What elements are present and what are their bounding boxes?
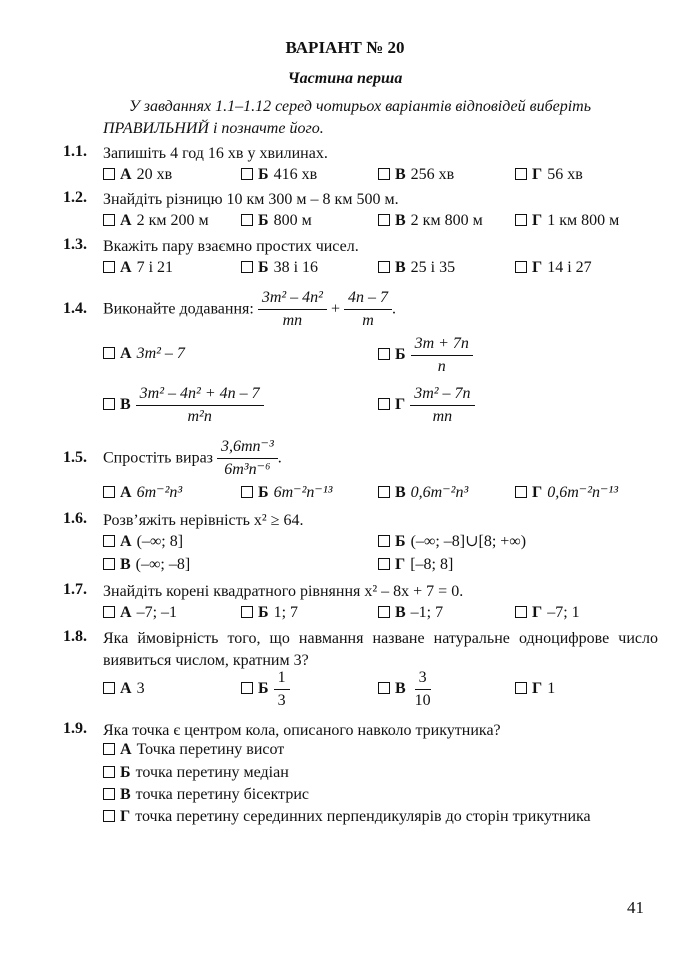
option-d[interactable]: Г [–8; 8] <box>378 555 453 575</box>
question-number: 1.4. <box>63 300 87 317</box>
question-text-row: Спростіть вираз $\frac{\text{3,6mn⁻³}}{\text{6m³n⁻⁶}}$ . <box>103 438 282 478</box>
option-b[interactable]: Б 38 і 16 <box>241 258 318 278</box>
question-1-4 <box>63 288 663 438</box>
option-a[interactable]: А 3m² – 7 <box>103 344 185 364</box>
option-b[interactable]: Б точка перетину медіан <box>103 763 289 783</box>
question-number: 1.2. <box>63 189 87 206</box>
option-a[interactable]: А 7 і 21 <box>103 258 173 278</box>
option-c[interactable]: В $\frac{3}{10}$ <box>378 668 435 711</box>
checkbox[interactable] <box>378 168 390 180</box>
checkbox[interactable] <box>241 168 253 180</box>
question-text: Виконайте додавання: <box>103 300 254 318</box>
option-a[interactable]: А 2 км 200 м <box>103 211 209 231</box>
checkbox[interactable] <box>515 214 527 226</box>
checkbox[interactable] <box>378 606 390 618</box>
option-a[interactable]: А (–∞; 8] <box>103 532 183 552</box>
checkbox[interactable] <box>103 682 115 694</box>
option-d[interactable]: Г точка перетину серединних перпендикулярів до сторін трикутника <box>103 807 591 827</box>
checkbox[interactable] <box>103 788 115 800</box>
question-number: 1.5. <box>63 449 87 466</box>
fraction: $\frac{\text{3m² – 4n² + 4n – 7}}{\text{m²n}}$ <box>136 384 264 427</box>
fraction: $\frac{3}{10}$ <box>414 669 431 709</box>
question-text: Яка ймовірність того, що навмання назване натуральне одноцифрове число виявиться числом, кратним 3? <box>103 630 658 669</box>
option-d[interactable]: Г 1 <box>515 679 555 699</box>
checkbox[interactable] <box>103 214 115 226</box>
question-1-8 <box>63 628 663 718</box>
checkbox[interactable] <box>515 606 527 618</box>
fraction: $\frac{\text{3,6mn⁻³}}{\text{6m³n⁻⁶}}$ <box>217 437 278 480</box>
option-d[interactable]: Г $\frac{\text{3m² – 7n}}{mn}$ <box>378 384 475 427</box>
question-text: Спростіть вираз <box>103 449 213 467</box>
option-b[interactable]: Б $\frac{1}{3}$ <box>241 668 290 711</box>
fraction: $\frac{3m + 7n}{n}$ <box>411 334 473 377</box>
fraction: $\frac{\text{3m² – 7n}}{mn}$ <box>410 384 474 427</box>
fraction: $\frac{1}{3}$ <box>274 668 290 711</box>
checkbox[interactable] <box>103 535 115 547</box>
question-number: 1.1. <box>63 143 87 160</box>
option-b[interactable]: Б 800 м <box>241 211 312 231</box>
question-1-5 <box>63 437 663 507</box>
option-d[interactable]: Г 14 і 27 <box>515 258 592 278</box>
page-number: 41 <box>627 898 644 917</box>
fraction: $\frac{4n - 7}{m}$ <box>344 288 392 331</box>
option-d[interactable]: Г 0,6m⁻²n⁻¹³ <box>515 483 618 503</box>
checkbox[interactable] <box>378 558 390 570</box>
fraction: $\frac{\text{3m² – 4n²}}{mn}$ <box>258 288 327 331</box>
checkbox[interactable] <box>103 261 115 273</box>
checkbox[interactable] <box>378 214 390 226</box>
option-a[interactable]: А 20 хв <box>103 165 172 185</box>
checkbox[interactable] <box>103 558 115 570</box>
checkbox[interactable] <box>241 214 253 226</box>
checkbox[interactable] <box>103 486 115 498</box>
option-a[interactable]: А Точка перетину висот <box>103 740 284 760</box>
question-number: 1.6. <box>63 510 87 527</box>
checkbox[interactable] <box>515 682 527 694</box>
option-d[interactable]: Г 1 км 800 м <box>515 211 619 231</box>
question-number: 1.7. <box>63 581 87 598</box>
checkbox[interactable] <box>241 682 253 694</box>
option-d[interactable]: Г 56 хв <box>515 165 583 185</box>
question-text: Яка точка є центром кола, описаного навколо трикутника? <box>103 722 501 739</box>
checkbox[interactable] <box>103 347 115 359</box>
checkbox[interactable] <box>103 743 115 755</box>
variant-title: ВАРІАНТ № 20 <box>285 38 405 57</box>
checkbox[interactable] <box>378 348 390 360</box>
option-c[interactable]: В (–∞; –8] <box>103 555 190 575</box>
option-c[interactable]: В 0,6m⁻²n³ <box>378 483 468 503</box>
option-a[interactable]: А 6m⁻²n³ <box>103 483 182 503</box>
instruction-text: У завданнях 1.1–1.12 серед чотирьох варіантів відповідей виберіть ПРАВИЛЬНИЙ і позначте його. <box>103 98 591 137</box>
question-number: 1.3. <box>63 236 87 253</box>
checkbox[interactable] <box>378 261 390 273</box>
option-b[interactable]: Б 1; 7 <box>241 603 298 623</box>
option-b[interactable]: Б (–∞; –8]∪[8; +∞) <box>378 532 526 552</box>
option-c[interactable]: В 256 хв <box>378 165 454 185</box>
option-d[interactable]: Г –7; 1 <box>515 603 580 623</box>
checkbox[interactable] <box>515 486 527 498</box>
checkbox[interactable] <box>103 398 115 410</box>
question-number: 1.8. <box>63 628 87 645</box>
option-a[interactable]: А 3 <box>103 679 145 699</box>
option-b[interactable]: Б 6m⁻²n⁻¹³ <box>241 483 332 503</box>
checkbox[interactable] <box>515 168 527 180</box>
option-c[interactable]: В 25 і 35 <box>378 258 455 278</box>
question-text: Вкажіть пару взаємно простих чисел. <box>103 238 359 255</box>
question-text: Знайдіть корені квадратного рівняння x² – 8x + 7 = 0. <box>103 583 464 600</box>
checkbox[interactable] <box>103 810 115 822</box>
checkbox[interactable] <box>103 766 115 778</box>
checkbox[interactable] <box>103 168 115 180</box>
checkbox[interactable] <box>515 261 527 273</box>
option-c[interactable]: В $\frac{\text{3m² – 4n² + 4n – 7}}{\text{m²n}}$ <box>103 384 264 427</box>
checkbox[interactable] <box>241 486 253 498</box>
option-b[interactable]: Б 416 хв <box>241 165 317 185</box>
part-title: Частина перша <box>287 70 403 87</box>
option-c[interactable]: В 2 км 800 м <box>378 211 483 231</box>
checkbox[interactable] <box>378 398 390 410</box>
question-text: Розв’яжіть нерівність x² ≥ 64. <box>103 512 304 529</box>
question-number: 1.9. <box>63 720 87 737</box>
question-text: Знайдіть різницю 10 км 300 м – 8 км 500 м. <box>103 191 399 208</box>
option-a[interactable]: А –7; –1 <box>103 603 177 623</box>
option-c[interactable]: В –1; 7 <box>378 603 443 623</box>
checkbox[interactable] <box>378 535 390 547</box>
checkbox[interactable] <box>241 261 253 273</box>
checkbox[interactable] <box>241 606 253 618</box>
checkbox[interactable] <box>378 486 390 498</box>
question-text-row: Виконайте додавання: $\frac{\text{3m² – 4n²}}{mn}$ + $\frac{4n - 7}{m}$ . <box>103 289 396 329</box>
option-b[interactable]: Б $\frac{3m + 7n}{n}$ <box>378 334 473 377</box>
checkbox[interactable] <box>378 682 390 694</box>
option-c[interactable]: В точка перетину бісектрис <box>103 785 309 805</box>
checkbox[interactable] <box>103 606 115 618</box>
question-text: Запишіть 4 год 16 хв у хвилинах. <box>103 145 328 162</box>
